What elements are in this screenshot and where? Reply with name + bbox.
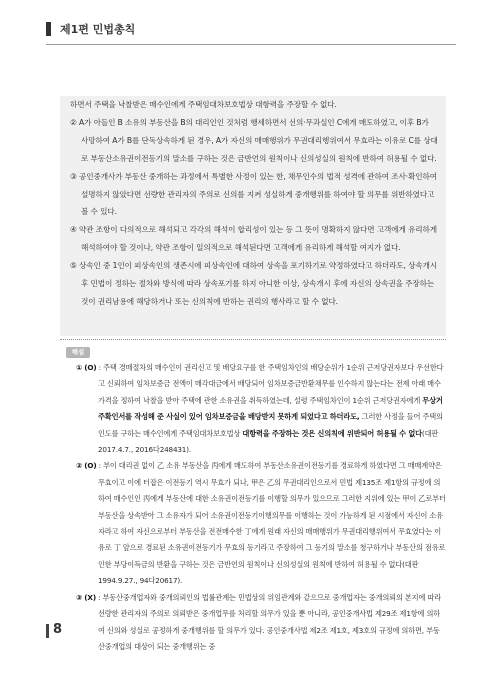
explanation-text: (대판 1994.9.27., 94다20617). (98, 559, 419, 586)
chapter-title: 제1편 민법총칙 (60, 23, 136, 36)
explanation-text: (대판 2017.4.7., 2016다248431). (98, 428, 439, 455)
page-number: 8 (53, 622, 63, 637)
header-marker (46, 22, 51, 36)
explanation-body (76, 360, 446, 655)
footer-marker (46, 624, 49, 638)
explanation-text: 그러한 사정을 들어 주택의 인도를 구하는 매수인에게 주택임대차보호법상 (98, 412, 443, 438)
answer-mark: ① (O) (76, 363, 97, 372)
answer-mark: ③ (X) (76, 592, 96, 602)
answer-mark: ② (O) (76, 461, 97, 471)
explanation-badge: 해설 (66, 347, 90, 358)
explanation-text: : 부이 대리권 없이 乙 소유 부동산을 丙에게 매도하여 부동산소유권이전등기를 경료하게 하였다면 그 매매계약은 무효이고 이에 터잡은 이전등기 역시 무효가 되나, 甲은 乙의 무권대리인으로서 민법 제135조 제1항의 규정에 의하여 매수인인 丙에게 부동산에 대한 소유권이전등기를 이행할 의무가 있으므로 그러한 지위에 있는 甲이 乙로부터 부동산을 상속받아 그 소유자가 되어 소유권이전등기이행의무를 이행하는 것이 가능하게 된 시점에서 자신이 소유자라고 하여 자신으로부터 부동산을 전전매수한 丁에게 원래 자신의 매매행위가 무권대리행위여서 무효였다는 이유로 丁 앞으로 경료된 소유권이전등기가 무효의 등기라고 주장하여 그 등기의 말소를 청구하거나 부동산의 점유로 인한 부당이득금의 반환을 구하는 것은 금반언의 원칙이나 신의성실의 원칙에 반하여 허용될 수 없다 (96, 461, 446, 569)
choice-2: ② A가 아들인 B 소유의 부동산을 B의 대리인인 것처럼 행세하면서 선의·무과실인 C에게 매도하였고, 이후 B가 사망하여 A가 B를 단독상속하게 된 경우, A가 자신의 매매행위가 무권대리행위여서 무효라는 이유로 C를 상대로 부동산소유권이전등기의 말소를 구하는 것은 금반언의 원칙이나 신의성실의 원칙에 반하여 허용될 수 없다. (70, 117, 438, 163)
explanation-text: : 부동산중개업자와 중개의뢰인의 법률관계는 민법상의 위임관계와 같으므로 중개업자는 중개의뢰의 본지에 따라 선량한 관리자의 주의로 의뢰받은 중개업무를 처리할 의무가 있을 뿐 아니라, 공인중개사법 제29조 제1항에 의하여 신의와 성실로 공정하게 중개행위를 할 의무가 있다. 공인중개사법 제2조 제1호, 제3호의 규정에 의하면, 부동산중개업의 대상이 되는 중개행위는 중 (95, 592, 441, 651)
highlighted-text: 무상거주확인서를 작성해 준 사실이 있어 임차보증금을 배당받지 못하게 되었다고 하더라도, (98, 395, 443, 422)
choice-4: ④ 약관 조항이 다의적으로 해석되고 각각의 해석이 합리성이 있는 등 그 뜻이 명확하지 않다면 고객에게 유리하게 해석하여야 할 것이나, 약관 조항이 일의적으로 해석된다면 고객에게 유리하게 해석할 여지가 없다. (70, 225, 438, 253)
choice-5: ⑤ 상속인 중 1인이 피상속인의 생존시에 피상속인에 대하여 상속을 포기하기로 약정하였다고 하더라도, 상속개시 후 민법이 정하는 절차와 방식에 따라 상속포기를 하지 아니한 이상, 상속개시 후에 자신의 상속권을 주장하는 것이 권리남용에 해당하거나 또는 신의칙에 반하는 권리의 행사라고 할 수 없다. (70, 261, 438, 306)
highlighted-text: 대항력을 주장하는 것은 신의칙에 위반되어 허용될 수 없다 (242, 428, 422, 438)
explanation-item (76, 590, 446, 656)
page-header (46, 16, 456, 45)
explanation-item (76, 458, 446, 589)
section-divider (60, 339, 446, 340)
question-line: 하면서 주택을 낙찰받은 매수인에게 주택임대차보호법상 대항력을 주장할 수 없다. (70, 100, 337, 109)
explanation-text: : 주택 경매절차의 매수인이 권리신고 및 배당요구를 한 주택임차인의 배당순위가 1순위 근저당권자보다 우선한다고 신뢰하여 임차보증금 전액이 매각대금에서 배당되어 임차보증금반환채무를 인수하지 않는다는 전제 아래 매수가격을 정하여 낙찰을 받아 주택에 관한 소유권을 취득하였는데, 설령 주택임차인이 1순위 근저당권자에게 (96, 363, 444, 405)
question-text (70, 96, 438, 311)
choice-3: ③ 공인중개사가 부동산 중개하는 과정에서 특별한 사정이 있는 한, 채무인수의 법적 성격에 관하여 조사·확인하여 설명하지 않았다면 선량한 관리자의 주의로 신의를 지켜 성실하게 중개행위를 하여야 할 의무를 위반하였다고 볼 수 있다. (70, 171, 438, 217)
explanation-item (76, 360, 446, 458)
